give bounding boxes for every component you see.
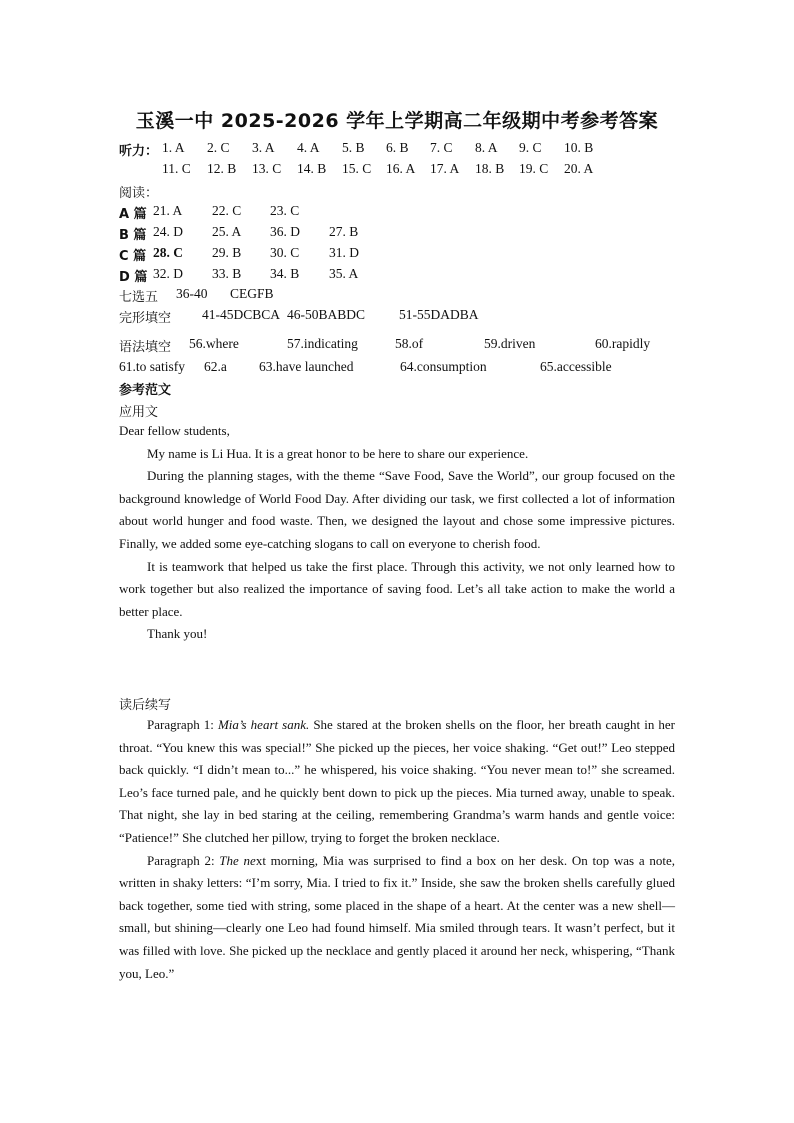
grammar-answer: 58.of: [395, 336, 424, 351]
listening-answer: 15. C: [342, 161, 372, 176]
reading-answer: 25. A: [212, 224, 242, 239]
listening-answer: 5. B: [342, 140, 365, 155]
letter-paragraph: [119, 443, 675, 466]
reading-answer: 36. D: [270, 224, 300, 239]
listening-answer: 9. C: [519, 140, 542, 155]
reading-answer: 24. D: [153, 224, 183, 239]
reading-answer: 30. C: [270, 245, 300, 260]
listening-answer: 8. A: [475, 140, 498, 155]
grammar-answer: 59.driven: [484, 336, 536, 351]
cloze-answer: 46-50BABDC: [287, 307, 366, 322]
seven-choose-five-range: 36-40: [176, 286, 208, 301]
paragraph-opening: The ne: [219, 852, 256, 868]
letter-paragraph-text: My name is Li Hua. It is a great honor to be here to share our experience.: [147, 445, 529, 461]
continuation-text: [119, 714, 675, 985]
practical-heading: 应用文: [119, 405, 159, 420]
reading-answer: 21. A: [153, 203, 183, 218]
listening-answer: 10. B: [564, 140, 594, 155]
cloze-answer: 51-55DADBA: [399, 307, 479, 322]
listening-answer: 4. A: [297, 140, 320, 155]
section-name: B 篇: [119, 228, 147, 243]
listening-answer: 16. A: [386, 161, 416, 176]
reading-label: 阅读：: [119, 186, 159, 201]
listening-answer: 6. B: [386, 140, 409, 155]
grammar-answer: 64.consumption: [400, 359, 487, 374]
grammar-answer: 62.a: [204, 359, 227, 374]
listening-answer: 20. A: [564, 161, 594, 176]
listening-answer: 12. B: [207, 161, 237, 176]
listening-answer: 19. C: [519, 161, 549, 176]
listening-answer: 7. C: [430, 140, 453, 155]
continuation-paragraph-2: [119, 850, 675, 986]
reading-answer: 27. B: [329, 224, 359, 239]
grammar-answer: 57.indicating: [287, 336, 358, 351]
reading-answer: 34. B: [270, 266, 300, 281]
listening-answer: 14. B: [297, 161, 327, 176]
letter-paragraph: [119, 556, 675, 624]
letter-paragraph-text: It is teamwork that helped us take the first place. Through this activity, we not only learned how to work together but also realized the importance of saving food. Let’s all take action to make the world a better place.: [119, 558, 675, 619]
reading-answer: 35. A: [329, 266, 359, 281]
letter-paragraph: [119, 465, 675, 555]
grammar-answer: 61.to satisfy: [119, 359, 185, 374]
listening-answer: 1. A: [162, 140, 185, 155]
listening-answer: 13. C: [252, 161, 282, 176]
grammar-answer: 60.rapidly: [595, 336, 651, 351]
section-name: D 篇: [119, 270, 148, 285]
practical-letter: [119, 420, 675, 646]
reading-answer: 28. C: [153, 245, 183, 260]
listening-answer: 3. A: [252, 140, 275, 155]
reading-answer: 23. C: [270, 203, 300, 218]
page-title: 玉溪一中 2025-2026 学年上学期高二年级期中考参考答案: [135, 110, 659, 132]
letter-paragraph-text: During the planning stages, with the theme “Save Food, Save the World”, our group focused on the background knowledge of World Food Day. After dividing our task, we first collected a lot of information about world hunger and food waste. Then, we designed the layout and chose some impressive pictures. Finally, we added some eye-catching slogans to call on everyone to cherish food.: [119, 468, 675, 551]
paragraph-prefix: Paragraph 1:: [147, 717, 218, 732]
listening-answer: 18. B: [475, 161, 505, 176]
listening-answer: 2. C: [207, 140, 230, 155]
section-name: A 篇: [119, 207, 147, 222]
grammar-answer: 63.have launched: [259, 359, 354, 374]
reading-answer: 31. D: [329, 245, 359, 260]
paragraph-body: xt morning, Mia was surprised to find a box on her desk. On top was a note, written in shaky letters: “I’m sorry, Mia. I tried to fix it.” Inside, she saw the broken shells carefully glued back together, some tied with string, some placed in the shape of a heart. At the center was a new shell—small, but shining—clearly one Leo had found himself. Mia smiled through tears. It wasn’t perfect, but it was filled with love. She picked up the necklace and gently placed it around her neck, whispering, “Thank you, Leo.”: [119, 852, 675, 981]
letter-salutation: Dear fellow students,: [119, 423, 230, 438]
cloze-label: 完形填空: [119, 311, 172, 326]
paragraph-body: She stared at the broken shells on the floor, her breath caught in her throat. “You knew this was special!” She picked up the pieces, her voice shaking. “Get out!” Leo stepped back quickly. “I didn’t mean to...” he whispered, his voice shaking. “You never mean to!” she screamed. Leo’s face turned pale, and he quickly bent down to pick up the pieces. Mia turned away, unable to speak. That night, she lay in bed staring at the ceiling, remembering Grandma’s warm hands and gentle voice: “Patience!” She clutched her pillow, trying to forget the broken necklace.: [119, 717, 676, 845]
grammar-label: 语法填空: [119, 340, 172, 355]
letter-closing: [119, 623, 675, 646]
grammar-answer: 56.where: [189, 336, 239, 351]
listening-answer: 11. C: [162, 161, 191, 176]
reading-answer: 32. D: [153, 266, 183, 281]
reading-answer: 29. B: [212, 245, 242, 260]
listening-label: 听力：: [119, 144, 159, 159]
reading-answer: 33. B: [212, 266, 242, 281]
continuation-heading: 读后续写: [119, 698, 172, 713]
paragraph-prefix: Paragraph 2:: [147, 852, 220, 868]
seven-choose-five-answer: CEGFB: [230, 286, 274, 301]
letter-closing-text: Thank you!: [147, 626, 208, 642]
reading-answer: 22. C: [212, 203, 242, 218]
continuation-paragraph-1: [119, 714, 675, 850]
grammar-answer: 65.accessible: [540, 359, 612, 374]
cloze-answer: 41-45DCBCA: [202, 307, 281, 322]
listening-answer: 17. A: [430, 161, 460, 176]
section-name: C 篇: [119, 249, 147, 264]
model-essay-heading: 参考范文: [119, 383, 172, 398]
paragraph-opening: Mia’s heart sank.: [217, 717, 310, 732]
seven-choose-five-label: 七选五: [119, 290, 159, 305]
